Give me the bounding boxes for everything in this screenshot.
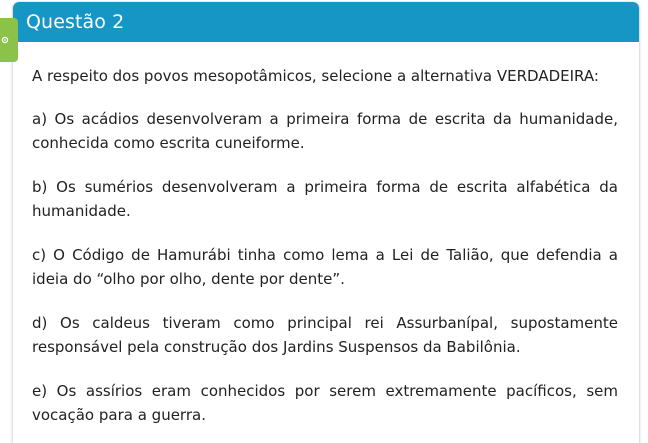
question-card	[13, 2, 639, 443]
option-a[interactable]: a) Os acádios desenvolveram a primeira forma de escrita da humanidade, conhecida como escrita cuneiforme.	[32, 110, 618, 152]
option-c[interactable]: c) O Código de Hamurábi tinha como lema a Lei de Talião, que defendia a ideia do “olho por olho, dente por dente”.	[32, 246, 618, 288]
question-prompt: A respeito dos povos mesopotâmicos, selecione a alternativa VERDADEIRA:	[32, 67, 599, 85]
question-title: Questão 2	[26, 11, 125, 33]
option-e[interactable]: e) Os assírios eram conhecidos por serem extremamente pacíficos, sem vocação para a guerra.	[32, 382, 618, 424]
question-header	[13, 2, 639, 42]
side-feedback-tab[interactable]	[0, 18, 18, 62]
gear-icon	[1, 35, 9, 45]
option-b[interactable]: b) Os sumérios desenvolveram a primeira forma de escrita alfabética da humanidade.	[32, 178, 618, 220]
question-body	[13, 42, 639, 427]
option-d[interactable]: d) Os caldeus tiveram como principal rei Assurbanípal, supostamente responsável pela construção dos Jardins Suspensos da Babilônia.	[32, 314, 618, 356]
